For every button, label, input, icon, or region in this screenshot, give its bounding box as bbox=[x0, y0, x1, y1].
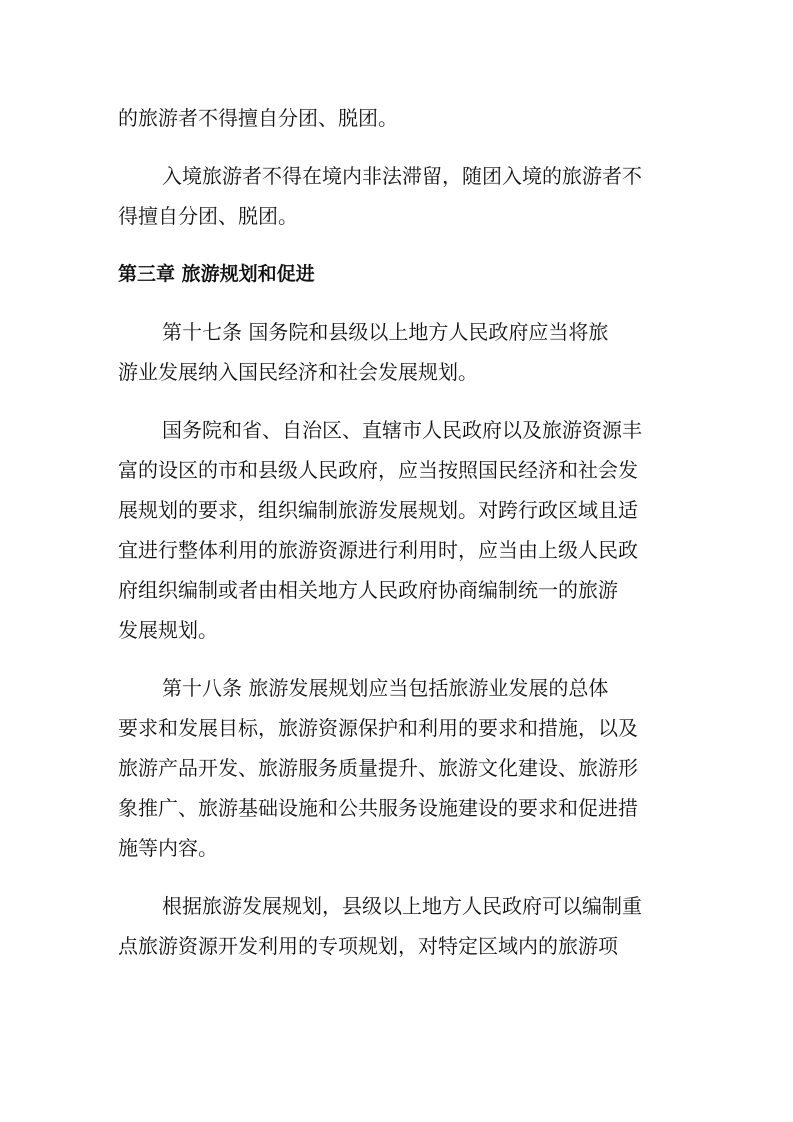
text-line: 第十八条 旅游发展规划应当包括旅游业发展的总体 bbox=[162, 676, 609, 700]
text-line: 象推广、旅游基础设施和公共服务设施建设的要求和促进措 bbox=[118, 796, 638, 820]
text-line: 府组织编制或者由相关地方人民政府协商编制统一的旅游 bbox=[118, 578, 618, 602]
text-line: 施等内容。 bbox=[118, 836, 218, 860]
text-line: 旅游产品开发、旅游服务质量提升、旅游文化建设、旅游形 bbox=[118, 756, 638, 780]
text-line: 第十七条 国务院和县级以上地方人民政府应当将旅 bbox=[162, 320, 609, 344]
text-line: 得擅自分团、脱团。 bbox=[118, 204, 298, 228]
text-line: 要求和发展目标，旅游资源保护和利用的要求和措施，以及 bbox=[118, 716, 638, 740]
text-line: 根据旅游发展规划，县级以上地方人民政府可以编制重 bbox=[162, 894, 642, 918]
paragraph-continuation bbox=[118, 98, 678, 138]
article-18 bbox=[118, 668, 678, 868]
article-18-paragraph-2 bbox=[118, 886, 678, 966]
text-line: 富的设区的市和县级人民政府，应当按照国民经济和社会发 bbox=[118, 458, 638, 482]
chapter-title: 第三章 旅游规划和促进 bbox=[118, 263, 315, 285]
text-line: 入境旅游者不得在境内非法滞留，随团入境的旅游者不 bbox=[162, 164, 642, 188]
chapter-heading bbox=[118, 254, 678, 294]
text-line: 宜进行整体利用的旅游资源进行利用时，应当由上级人民政 bbox=[118, 538, 638, 562]
text-line: 展规划的要求，组织编制旅游发展规划。对跨行政区域且适 bbox=[118, 498, 638, 522]
article-17-paragraph-2 bbox=[118, 410, 678, 650]
paragraph-entry-tourists bbox=[118, 156, 678, 236]
document-body bbox=[118, 98, 678, 966]
text-line: 发展规划。 bbox=[118, 618, 218, 642]
text-line: 的旅游者不得擅自分团、脱团。 bbox=[118, 106, 398, 130]
article-17 bbox=[118, 312, 678, 392]
text-line: 国务院和省、自治区、直辖市人民政府以及旅游资源丰 bbox=[162, 418, 642, 442]
text-line: 游业发展纳入国民经济和社会发展规划。 bbox=[118, 360, 478, 384]
text-line: 点旅游资源开发利用的专项规划，对特定区域内的旅游项 bbox=[118, 934, 618, 958]
